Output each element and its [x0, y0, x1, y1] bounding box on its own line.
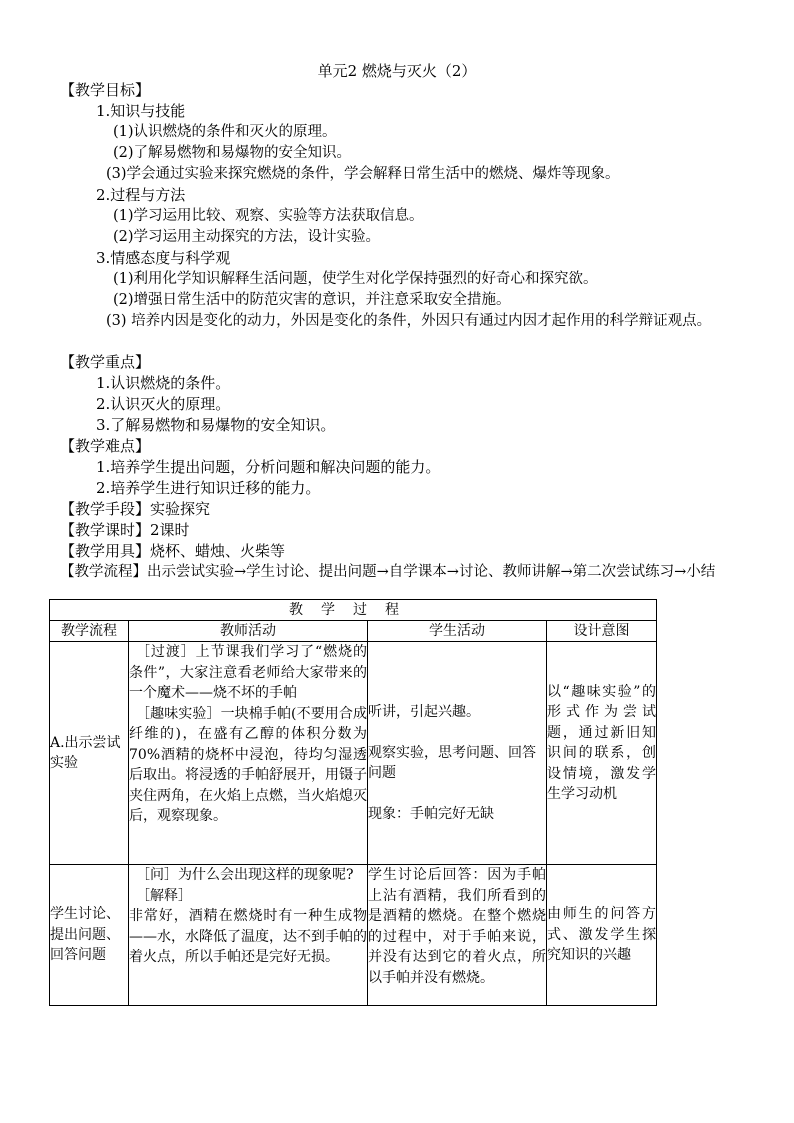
knowledge-heading: 1.知识与技能 — [96, 102, 186, 120]
tools-value: 烧杯、蜡烛、火柴等 — [150, 542, 286, 560]
attitude-item: (2)增强日常生活中的防范灾害的意识，并注意采取安全措施。 — [113, 292, 511, 308]
key-point-item: 1.认识燃烧的条件。 — [96, 374, 231, 392]
means-value: 实验探究 — [150, 500, 211, 518]
table-caption: 教学过程 — [50, 600, 657, 621]
knowledge-item: (2)了解易燃物和易爆物的安全知识。 — [113, 145, 352, 161]
key-point-item: 2.认识灭火的原理。 — [96, 395, 231, 413]
flow-heading: 【教学流程】 — [60, 564, 147, 580]
teacher-activity-cell — [129, 642, 368, 865]
student-activity-text: 听讲，引起兴趣。 — [368, 704, 480, 720]
column-header: 教学流程 — [50, 621, 129, 642]
flow-value: 出示尝试实验→学生讨论、提出问题→自学课本→讨论、教师讲解→第二次尝试练习→小结 — [147, 564, 716, 580]
attitude-heading: 3.情感态度与科学观 — [96, 249, 231, 267]
table-row — [50, 642, 657, 865]
means-heading: 【教学手段】 — [60, 500, 151, 518]
attitude-item: (3) 培养内因是变化的动力，外因是变化的条件，外因只有通过内因才起作用的科学辩证观点。 — [106, 313, 712, 329]
teaching-process-table — [49, 599, 657, 1006]
student-activity-cell — [368, 642, 547, 865]
key-points-heading: 【教学重点】 — [60, 353, 151, 371]
knowledge-item: (1)认识燃烧的条件和灭火的原理。 — [113, 124, 337, 140]
process-item: (1)学习运用比较、观察、实验等方法获取信息。 — [113, 208, 424, 224]
student-activity-text: 学生讨论后回答：因为手帕上沾有酒精，我们所看到的是酒精的燃烧。在整个燃烧的过程中，对于手帕来说，并没有达到它的着火点，所以手帕并没有燃烧。 — [368, 867, 546, 986]
stage-cell: 学生讨论、提出问题、回答问题 — [50, 865, 129, 1006]
column-header: 学生活动 — [368, 621, 547, 642]
stage-cell: A.出示尝试实验 — [50, 642, 129, 865]
difficulty-item: 2.培养学生进行知识迁移的能力。 — [96, 479, 321, 497]
column-header: 设计意图 — [547, 621, 657, 642]
column-header: 教师活动 — [129, 621, 368, 642]
hours-line — [60, 520, 190, 540]
student-activity-cell — [368, 865, 547, 1006]
teacher-activity-cell — [129, 865, 368, 1006]
hours-value: 2课时 — [150, 521, 190, 539]
tools-heading: 【教学用具】 — [60, 542, 151, 560]
table-row — [50, 865, 657, 1006]
design-intent-cell: 由师生的问答方式、激发学生探究知识的兴趣 — [547, 865, 657, 1006]
attitude-item: (1)利用化学知识解释生活问题，使学生对化学保持强烈的好奇心和探究欲。 — [113, 271, 598, 287]
difficulty-item: 1.培养学生提出问题，分析问题和解决问题的能力。 — [96, 458, 441, 476]
student-activity-text: 观察实验，思考问题、回答问题 — [368, 744, 536, 781]
process-item: (2)学习运用主动探究的方法，设计实验。 — [113, 229, 381, 245]
teacher-activity-text: ［问］为什么会出现这样的现象呢? — [136, 867, 354, 883]
key-point-item: 3.了解易燃物和易爆物的安全知识。 — [96, 416, 336, 434]
objectives-heading: 【教学目标】 — [60, 81, 151, 99]
flow-line — [60, 562, 750, 582]
design-intent-cell: 以“趣味实验”的形式作为尝试题，通过新旧知识间的联系，创设情境，激发学生学习动机 — [547, 642, 657, 865]
teacher-activity-text: 非常好，酒精在燃烧时有一种生成物——水，水降低了温度，达不到手帕的着火点，所以手帕还是完好无损。 — [129, 908, 367, 965]
teacher-activity-text: ［过渡］上节课我们学习了“燃烧的条件”，大家注意看老师给大家带来的一个魔术——烧不坏的手帕 — [129, 644, 367, 701]
teacher-activity-text: ［趣味实验］一块棉手帕(不要用合成纤维的)，在盛有乙醇的体积分数为70%酒精的烧杯中浸泡，待均匀湿透后取出。将浸透的手帕舒展开，用镊子夹住两角，在火焰上点燃，当火焰熄灭后，观察现象。 — [129, 705, 367, 824]
hours-heading: 【教学课时】 — [60, 521, 151, 539]
knowledge-item: (3)学会通过实验来探究燃烧的条件，学会解释日常生活中的燃烧、爆炸等现象。 — [106, 166, 620, 182]
process-heading: 2.过程与方法 — [96, 186, 186, 204]
student-activity-text: 现象：手帕完好无缺 — [368, 805, 494, 822]
document-title: 单元2 燃烧与灭火（2） — [317, 62, 477, 80]
means-line — [60, 499, 210, 519]
difficulties-heading: 【教学难点】 — [60, 437, 151, 455]
teacher-activity-text: ［解释］ — [136, 887, 192, 904]
tools-line — [60, 541, 285, 561]
